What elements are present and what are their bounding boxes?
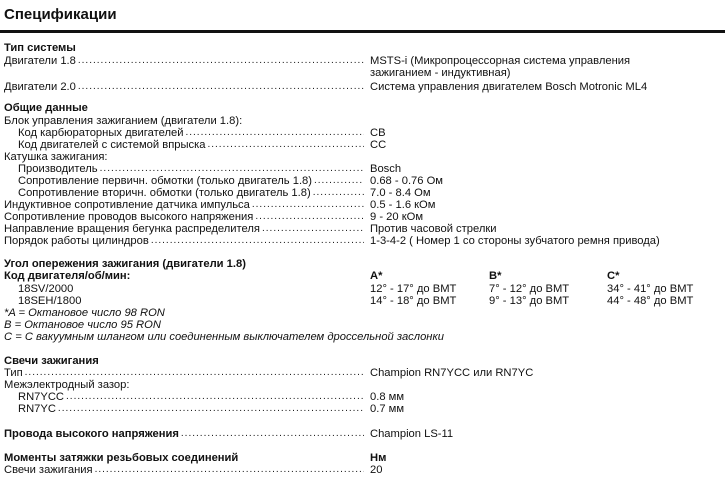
leader-dots	[314, 175, 364, 187]
page-title: Спецификации	[4, 6, 117, 23]
timing-row-a: 14° - 18° до BMT	[370, 295, 457, 307]
engine20-label: Двигатели 2.0	[4, 81, 76, 93]
ecu-label: Блок управления зажиганием (двигатели 1.8):	[4, 115, 243, 127]
engine18-label: Двигатели 1.8	[4, 55, 76, 67]
rn7ycc-value: 0.8 мм	[370, 391, 405, 403]
leader-dots	[25, 367, 364, 379]
leader-dots	[181, 428, 364, 440]
firing-row	[4, 235, 366, 247]
note-b: B = Октановое число 95 RON	[4, 319, 161, 331]
leader-dots	[207, 139, 364, 151]
leader-dots	[95, 464, 364, 476]
primary-value: 0.68 - 0.76 Ом	[370, 175, 443, 187]
leader-dots	[58, 403, 364, 415]
inj-code-row	[18, 139, 366, 151]
engine18-value-line1: MSTS-i (Микропроцессорная система управления	[370, 55, 631, 67]
note-a: *A = Октановое число 98 RON	[4, 307, 165, 319]
leader-dots	[255, 211, 364, 223]
timing-row-code: 18SEH/1800	[18, 295, 82, 307]
leader-dots	[262, 223, 364, 235]
timing-row-b: 9° - 13° до BMT	[489, 295, 570, 307]
timing-col-c: C*	[607, 270, 620, 282]
carb-code-row	[18, 127, 366, 139]
rn7yc-label: RN7YC	[18, 403, 56, 415]
torque-unit: Нм	[370, 452, 387, 464]
torque-plugs-value: 20	[370, 464, 383, 476]
carb-code-label: Код карбюраторных двигателей	[18, 127, 184, 139]
rn7ycc-label: RN7YCC	[18, 391, 65, 403]
engine20-value: Система управления двигателем Bosch Motronic ML4	[370, 81, 648, 93]
coil-label: Катушка зажигания:	[4, 151, 108, 163]
timing-row-code: 18SV/2000	[18, 283, 74, 295]
ht-leads-label: Провода высокого напряжения	[4, 428, 179, 440]
note-c: C = С вакуумным шлангом или соединенным выключателем дроссельной заслонки	[4, 331, 444, 343]
leader-dots	[66, 391, 364, 403]
timing-row-a: 12° - 17° до BMT	[370, 283, 457, 295]
pulse-row	[4, 199, 366, 211]
ht-res-value: 9 - 20 кОм	[370, 211, 424, 223]
gap-label: Межэлектродный зазор:	[4, 379, 130, 391]
rn7yc-value: 0.7 мм	[370, 403, 405, 415]
primary-row	[18, 175, 366, 187]
ignition-system-heading: Тип системы	[4, 42, 76, 54]
rotor-value: Против часовой стрелки	[370, 223, 497, 235]
engine18-row	[4, 55, 366, 67]
leader-dots	[252, 199, 364, 211]
engine18-value-line2: зажиганием - индуктивная)	[370, 67, 511, 79]
ht-res-label: Сопротивление проводов высокого напряжения	[4, 211, 254, 223]
engine20-row	[4, 81, 366, 93]
timing-col-a: A*	[370, 270, 383, 282]
maker-row	[18, 163, 366, 175]
leader-dots	[78, 81, 364, 93]
secondary-row	[18, 187, 366, 199]
firing-value: 1-3-4-2 ( Номер 1 со стороны зубчатого ремня привода)	[370, 235, 660, 247]
leader-dots	[78, 55, 364, 67]
pulse-label: Индуктивное сопротивление датчика импульса	[4, 199, 250, 211]
maker-label: Производитель	[18, 163, 98, 175]
plug-type-label: Тип	[4, 367, 23, 379]
leader-dots	[100, 163, 364, 175]
title-rule	[0, 30, 725, 33]
inj-code-label: Код двигателей с системой впрыска	[18, 139, 206, 151]
plugs-heading: Свечи зажигания	[4, 355, 99, 367]
plug-type-row	[4, 367, 366, 379]
timing-row-c: 34° - 41° до BMT	[607, 283, 694, 295]
timing-row-b: 7° - 12° до BMT	[489, 283, 570, 295]
rotor-row	[4, 223, 366, 235]
torque-plugs-label: Свечи зажигания	[4, 464, 93, 476]
timing-row-c: 44° - 48° до BMT	[607, 295, 694, 307]
torque-plugs-row	[4, 464, 366, 476]
plug-type-value: Champion RN7YCC или RN7YC	[370, 367, 534, 379]
carb-code-value: CB	[370, 127, 386, 139]
timing-subheading: Код двигателя/об/мин:	[4, 270, 131, 282]
torque-heading: Моменты затяжки резьбовых соединений	[4, 452, 239, 464]
general-heading: Общие данные	[4, 102, 88, 114]
primary-label: Сопротивление первичн. обмотки (только двигатель 1.8)	[18, 175, 312, 187]
leader-dots	[313, 187, 364, 199]
timing-heading: Угол опережения зажигания (двигатели 1.8)	[4, 258, 246, 270]
leader-dots	[151, 235, 364, 247]
pulse-value: 0.5 - 1.6 кОм	[370, 199, 436, 211]
rotor-label: Направление вращения бегунка распределителя	[4, 223, 260, 235]
secondary-label: Сопротивление вторичн. обмотки (только двигатель 1.8)	[18, 187, 311, 199]
rn7ycc-row	[18, 391, 366, 403]
firing-label: Порядок работы цилиндров	[4, 235, 149, 247]
maker-value: Bosch	[370, 163, 402, 175]
ht-leads-value: Champion LS-11	[370, 428, 454, 440]
leader-dots	[185, 127, 364, 139]
ht-leads-row	[4, 428, 366, 440]
timing-col-b: B*	[489, 270, 502, 282]
inj-code-value: CC	[370, 139, 387, 151]
secondary-value: 7.0 - 8.4 Ом	[370, 187, 431, 199]
ht-res-row	[4, 211, 366, 223]
rn7yc-row	[18, 403, 366, 415]
